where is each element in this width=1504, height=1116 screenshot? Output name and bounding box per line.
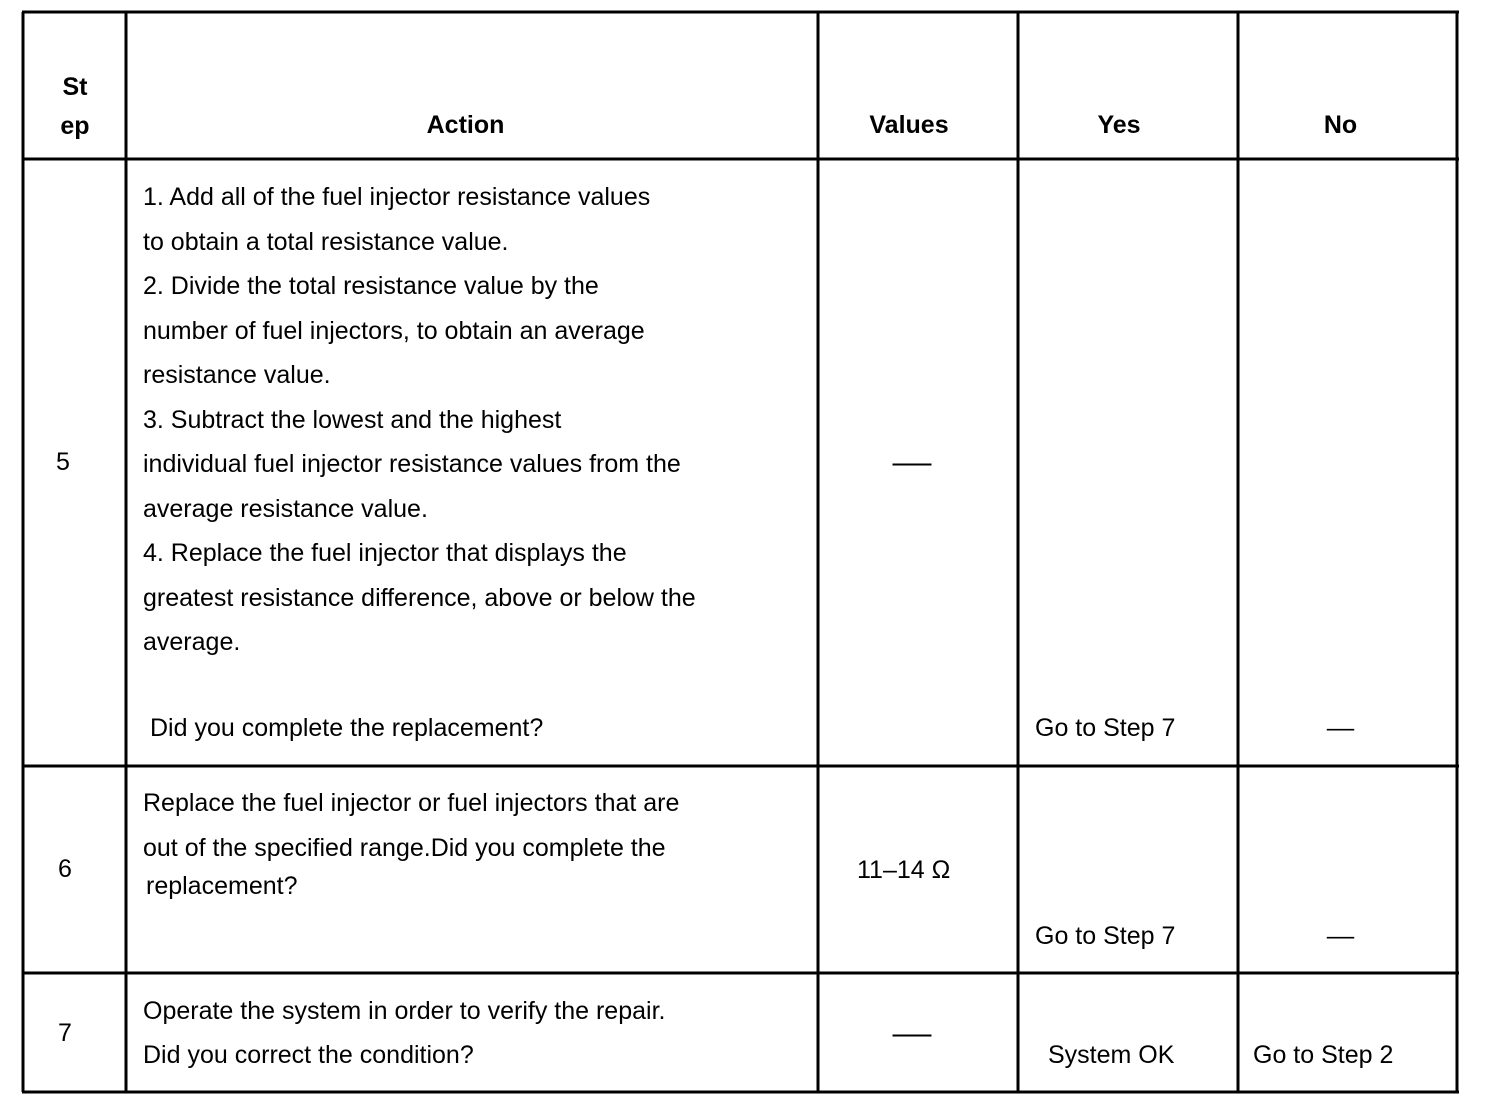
action-line: average. xyxy=(143,628,241,656)
action-line: individual fuel injector resistance values from the xyxy=(143,450,681,478)
yes-cell: System OK xyxy=(1048,1041,1175,1069)
action-line: 4. Replace the fuel injector that displays the xyxy=(143,539,627,567)
action-line: number of fuel injectors, to obtain an average xyxy=(143,317,645,345)
header-step-line2: ep xyxy=(60,112,90,140)
step-number: 5 xyxy=(56,448,70,476)
action-line: out of the specified range.Did you complete the xyxy=(143,834,666,862)
action-line: replacement? xyxy=(146,872,298,900)
no-cell: Go to Step 2 xyxy=(1253,1041,1394,1069)
header-action: Action xyxy=(426,111,505,139)
values-cell: 11–14 Ω xyxy=(857,856,951,884)
action-line: Operate the system in order to verify the repair. xyxy=(143,997,666,1025)
action-line: Replace the fuel injector or fuel injectors that are xyxy=(143,789,680,817)
action-line: average resistance value. xyxy=(143,495,428,523)
header-yes: Yes xyxy=(1097,111,1141,139)
values-cell: — xyxy=(892,446,932,479)
action-line: resistance value. xyxy=(143,361,331,389)
action-line: greatest resistance difference, above or below the xyxy=(143,584,696,612)
values-cell: — xyxy=(892,1017,932,1050)
yes-cell: Go to Step 7 xyxy=(1035,714,1176,742)
action-line: to obtain a total resistance value. xyxy=(143,228,509,256)
step-number: 7 xyxy=(58,1019,72,1047)
action-question: Did you complete the replacement? xyxy=(150,714,544,742)
action-line: 1. Add all of the fuel injector resistance values xyxy=(143,183,651,211)
action-line: 2. Divide the total resistance value by the xyxy=(143,272,599,300)
header-step-line1: St xyxy=(62,73,88,101)
step-number: 6 xyxy=(58,855,72,883)
no-cell: — xyxy=(1326,714,1355,742)
header-values: Values xyxy=(869,111,949,139)
action-line: Did you correct the condition? xyxy=(143,1041,474,1069)
yes-cell: Go to Step 7 xyxy=(1035,922,1176,950)
no-cell: — xyxy=(1326,922,1355,950)
header-no: No xyxy=(1323,111,1358,139)
action-line: 3. Subtract the lowest and the highest xyxy=(143,406,562,434)
